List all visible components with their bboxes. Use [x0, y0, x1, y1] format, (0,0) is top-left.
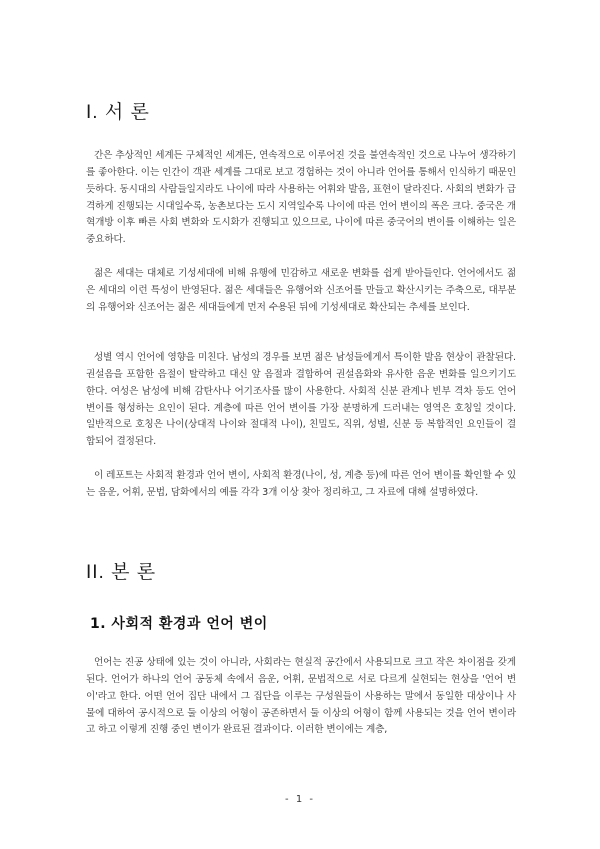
section-heading-body: II. 본 론	[86, 562, 157, 583]
intro-paragraph-2: 젊은 세대는 대체로 기성세대에 비해 유행에 민감하고 새로운 변화를 쉽게 받아들인다. 언어에서도 젊은 세대의 이런 특성이 반영된다. 젊은 세대들은 유행어와 신조어를 만들고 확산시키는 주축으로, 대부분의 유행어와 신조어는 젊은 세대들에게 먼저 수용된 뒤에 기성세대로 확산되는 추세를 보인다.	[86, 268, 516, 313]
intro-paragraph-4: 이 레포트는 사회적 환경과 언어 변이, 사회적 환경(나이, 성, 계층 등)에 따른 언어 변이를 확인할 수 있는 음운, 어휘, 문법, 담화에서의 예를 각각 3개 이상 찾아 정리하고, 그 자료에 대해 설명하였다.	[86, 470, 516, 498]
body-paragraph-1: 언어는 진공 상태에 있는 것이 아니라, 사회라는 현실적 공간에서 사용되므로 크고 작은 차이점을 갖게 된다. 언어가 하나의 언어 공동체 속에서 음운, 어휘, 문법적으로 서로 다르게 실현되는 현상을 '언어 변이'라고 한다. 어떤 언어 집단 내에서 그 집단을 이루는 구성원들이 사용하는 말에서 동일한 대상이나 사물에 대하여 공시적으로 둘 이상의 어형이 공존하면서 둘 이상의 어형이 함께 사용되는 것을 언어 변이라고 하고 이렇게 진행 중인 변이가 완료된 결과이다. 이러한 변이에는 계층,	[86, 657, 516, 736]
intro-paragraph-3: 성별 역시 언어에 영향을 미친다. 남성의 경우를 보면 젊은 남성들에게서 특이한 발음 현상이 관찰된다. 권설음을 포함한 음절이 탈락하고 대신 앞 음절과 결합하여 권설음화와 유사한 음운 변화를 일으키기도 한다. 여성은 남성에 비해 감탄사나 어기조사를 많이 사용한다. 사회적 신분 관계나 빈부 격차 등도 언어 변이를 형성하는 요인이 된다. 계층에 따른 언어 변이를 가장 분명하게 드러내는 영역은 호칭일 것이다. 일반적으로 호칭은 나이(상대적 나이와 절대적 나이), 친밀도, 직위, 성별, 신분 등 복합적인 요인들이 결합되어 결정된다.	[86, 352, 516, 448]
subsection-heading: 1. 사회적 환경과 언어 변이	[90, 616, 268, 632]
section-heading-introduction: I. 서 론	[86, 102, 150, 123]
page-number: - 1 -	[285, 794, 315, 805]
intro-paragraph-1: 간은 추상적인 세계든 구체적인 세계든, 연속적으로 이루어진 것을 불연속적인 것으로 나누어 생각하기를 좋아한다. 이는 인간이 객관 세계를 그대로 보고 경험하는 것이 아니라 언어를 통해서 인식하기 때문인 듯하다. 동시대의 사람들일지라도 나이에 따라 사용하는 어휘와 발음, 표현이 달라진다. 사회의 변화가 급격하게 진행되는 시대일수록, 농촌보다는 도시 지역일수록 나이에 따른 언어 변이의 폭은 크다. 중국은 개혁개방 이후 빠른 사회 변화와 도시화가 진행되고 있으므로, 나이에 따른 중국어의 변이를 이해하는 일은 중요하다.	[86, 150, 516, 246]
